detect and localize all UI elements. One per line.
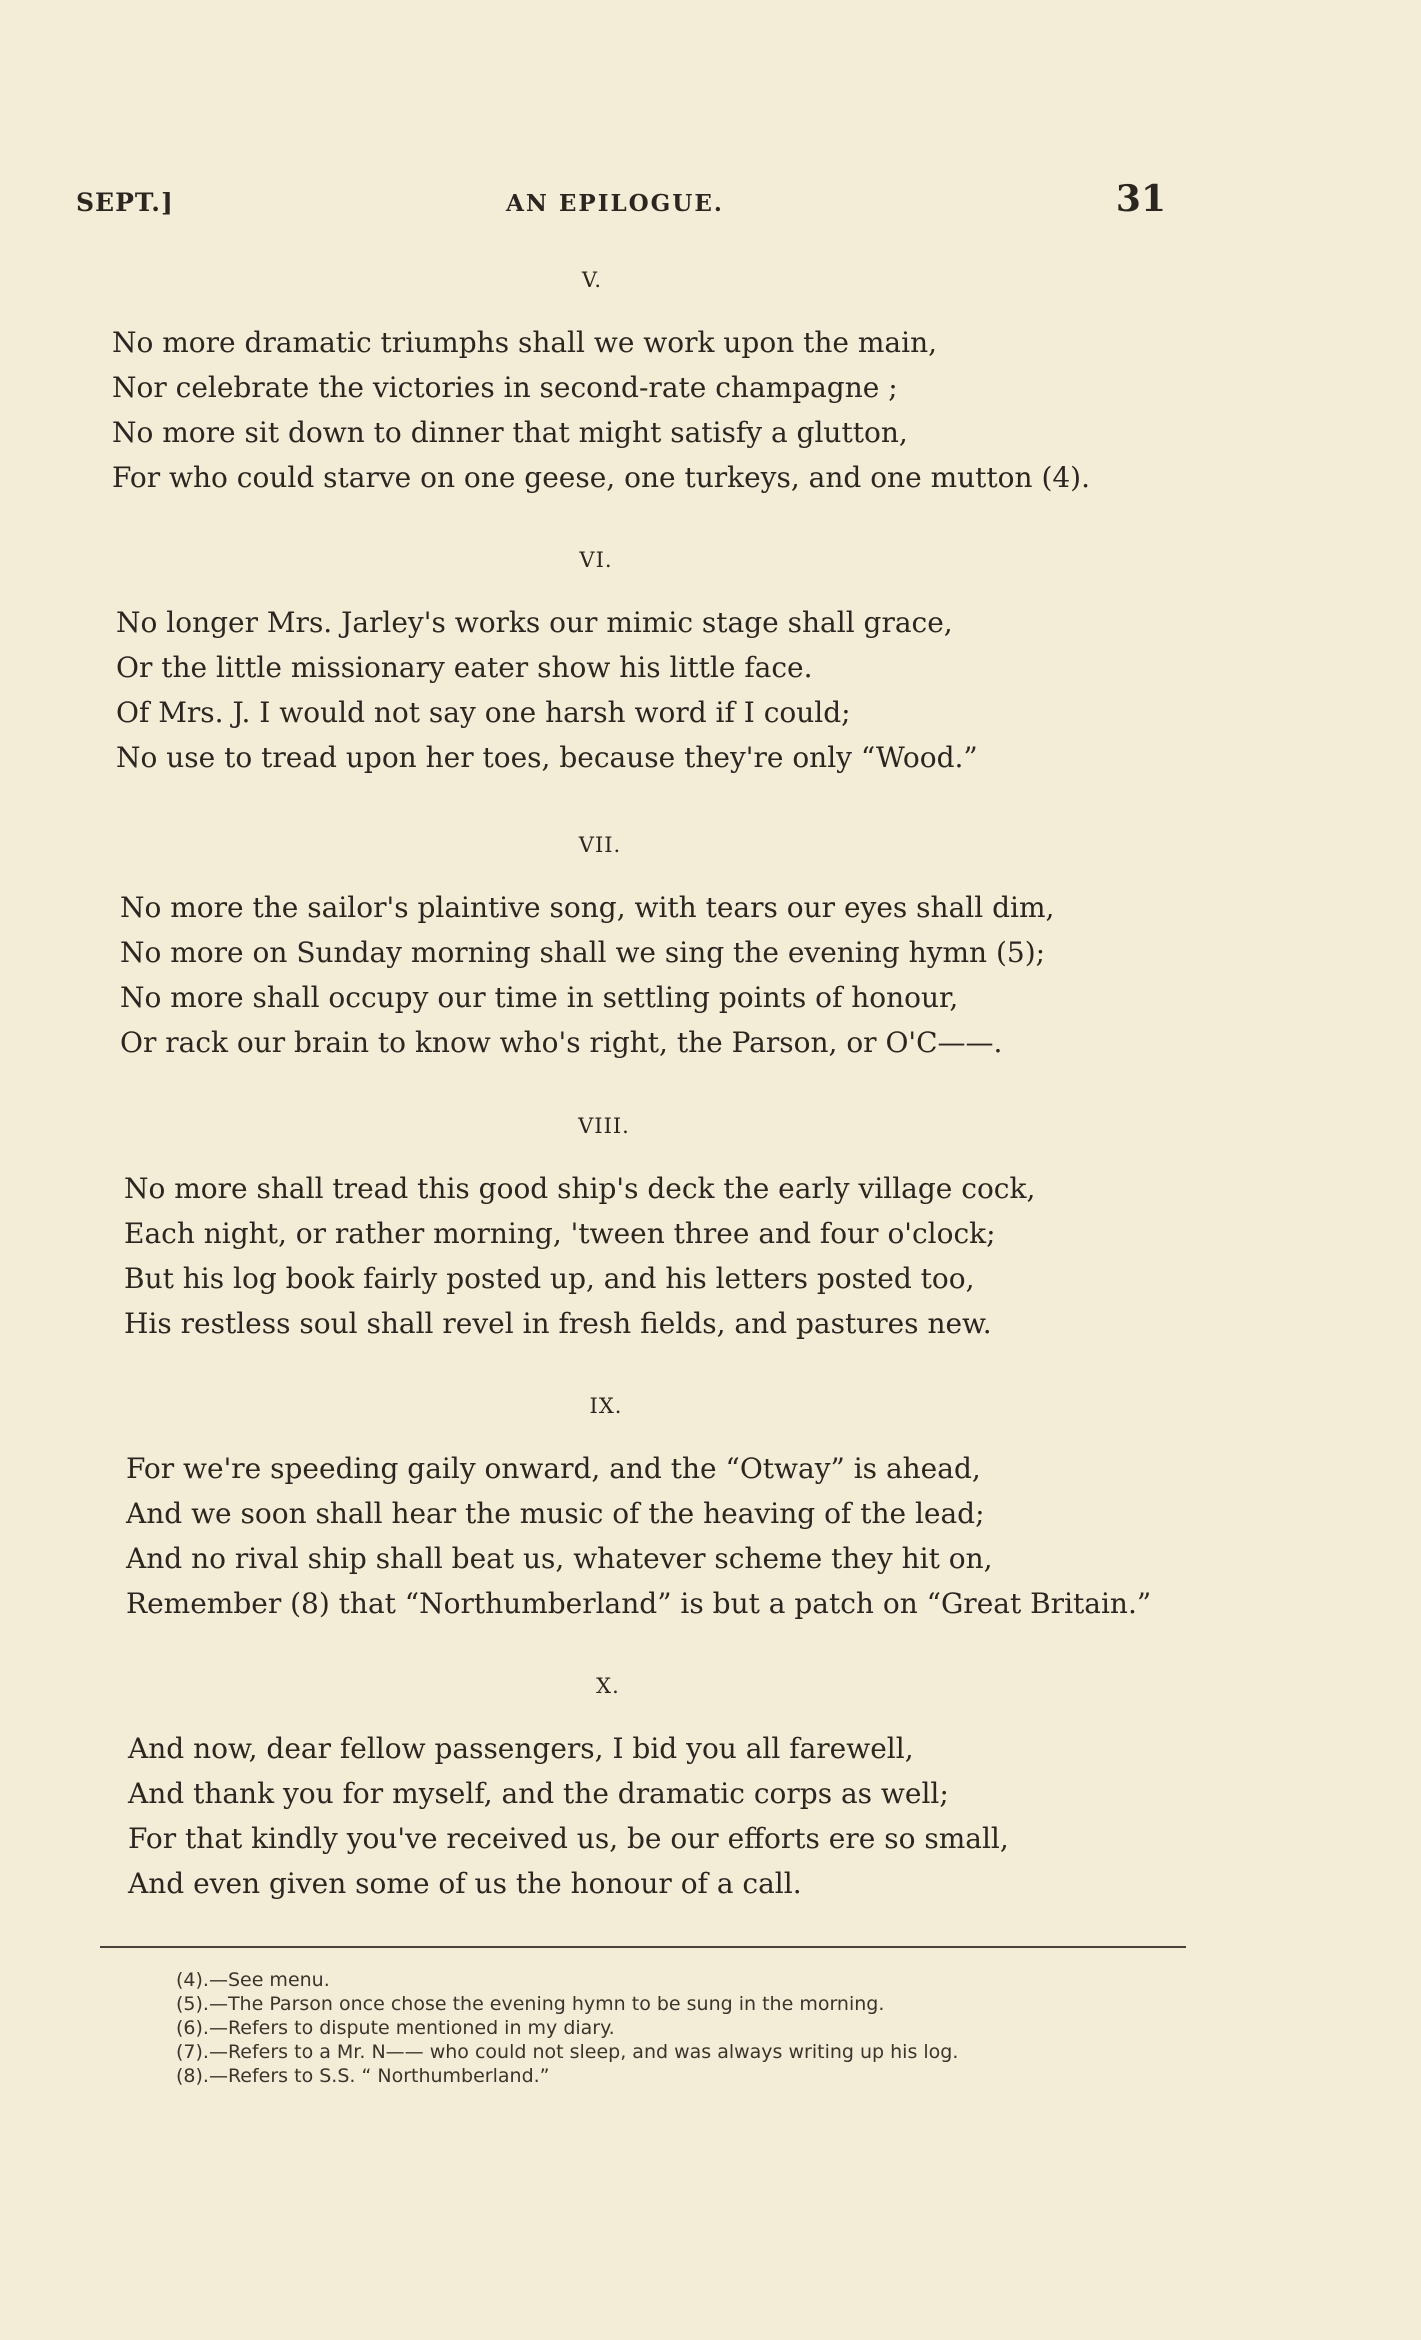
verse-line: His restless soul shall revel in fresh fields, and pastures new.	[124, 1307, 992, 1340]
stanza-numeral: VIII.	[578, 1114, 630, 1138]
verse-line: Remember (8) that “Northumberland” is but a patch on “Great Britain.”	[126, 1587, 1152, 1620]
verse-line: No more shall tread this good ship's deck the early village cock,	[124, 1172, 1036, 1205]
verse-line: No more dramatic triumphs shall we work upon the main,	[112, 326, 938, 359]
stanza-numeral: VI.	[579, 548, 613, 572]
stanza-numeral: VII.	[578, 833, 622, 857]
running-header	[76, 178, 1166, 228]
verse-line: Of Mrs. J. I would not say one harsh word if I could;	[116, 696, 851, 729]
footnote: (4).—See menu.	[176, 1969, 330, 1991]
footnote: (7).—Refers to a Mr. N—— who could not sleep, and was always writing up his log.	[176, 2041, 959, 2063]
verse-line: Each night, or rather morning, 'tween three and four o'clock;	[124, 1217, 996, 1250]
verse-line: No more shall occupy our time in settling points of honour,	[120, 981, 959, 1014]
stanza-vii	[120, 825, 1240, 1065]
verse-line: Nor celebrate the victories in second-rate champagne ;	[112, 371, 898, 404]
verse-line: For who could starve on one geese, one turkeys, and one mutton (4).	[112, 461, 1091, 494]
verse-line: No more sit down to dinner that might satisfy a glutton,	[112, 416, 908, 449]
header-title: AN EPILOGUE.	[506, 190, 724, 217]
verse-line: For we're speeding gaily onward, and the “Otway” is ahead,	[126, 1452, 981, 1485]
verse-line: No more the sailor's plaintive song, with tears our eyes shall dim,	[120, 891, 1055, 924]
verse-line: No use to tread upon her toes, because they're only “Wood.”	[116, 741, 978, 774]
footnote: (6).—Refers to dispute mentioned in my diary.	[176, 2017, 615, 2039]
footnote: (5).—The Parson once chose the evening hymn to be sung in the morning.	[176, 1993, 885, 2015]
page-number: 31	[1115, 178, 1166, 220]
verse-line: And we soon shall hear the music of the heaving of the lead;	[126, 1497, 985, 1530]
verse-line: And thank you for myself, and the dramatic corps as well;	[128, 1777, 949, 1810]
verse-line: Or rack our brain to know who's right, the Parson, or O'C——.	[120, 1026, 1003, 1059]
verse-line: No longer Mrs. Jarley's works our mimic stage shall grace,	[116, 606, 953, 639]
stanza-vi	[116, 540, 1236, 780]
footnotes	[176, 1968, 1176, 2088]
stanza-numeral: X.	[596, 1674, 620, 1698]
verse-line: Or the little missionary eater show his little face.	[116, 651, 813, 684]
stanza-x	[128, 1666, 1248, 1906]
stanza-viii	[124, 1106, 1244, 1346]
stanza-numeral: IX.	[589, 1394, 623, 1418]
stanza-ix	[126, 1386, 1246, 1626]
verse-line: And even given some of us the honour of a call.	[128, 1867, 802, 1900]
verse-line: But his log book fairly posted up, and his letters posted too,	[124, 1262, 975, 1295]
footnote-divider	[100, 1946, 1186, 1948]
stanza-numeral: V.	[581, 268, 603, 292]
header-section: SEPT.]	[76, 188, 174, 217]
verse-line: And now, dear fellow passengers, I bid you all farewell,	[128, 1732, 914, 1765]
verse-line: And no rival ship shall beat us, whatever scheme they hit on,	[126, 1542, 993, 1575]
verse-line: For that kindly you've received us, be our efforts ere so small,	[128, 1822, 1009, 1855]
footnote: (8).—Refers to S.S. “ Northumberland.”	[176, 2065, 550, 2087]
stanza-v	[112, 260, 1232, 500]
verse-line: No more on Sunday morning shall we sing the evening hymn (5);	[120, 936, 1046, 969]
